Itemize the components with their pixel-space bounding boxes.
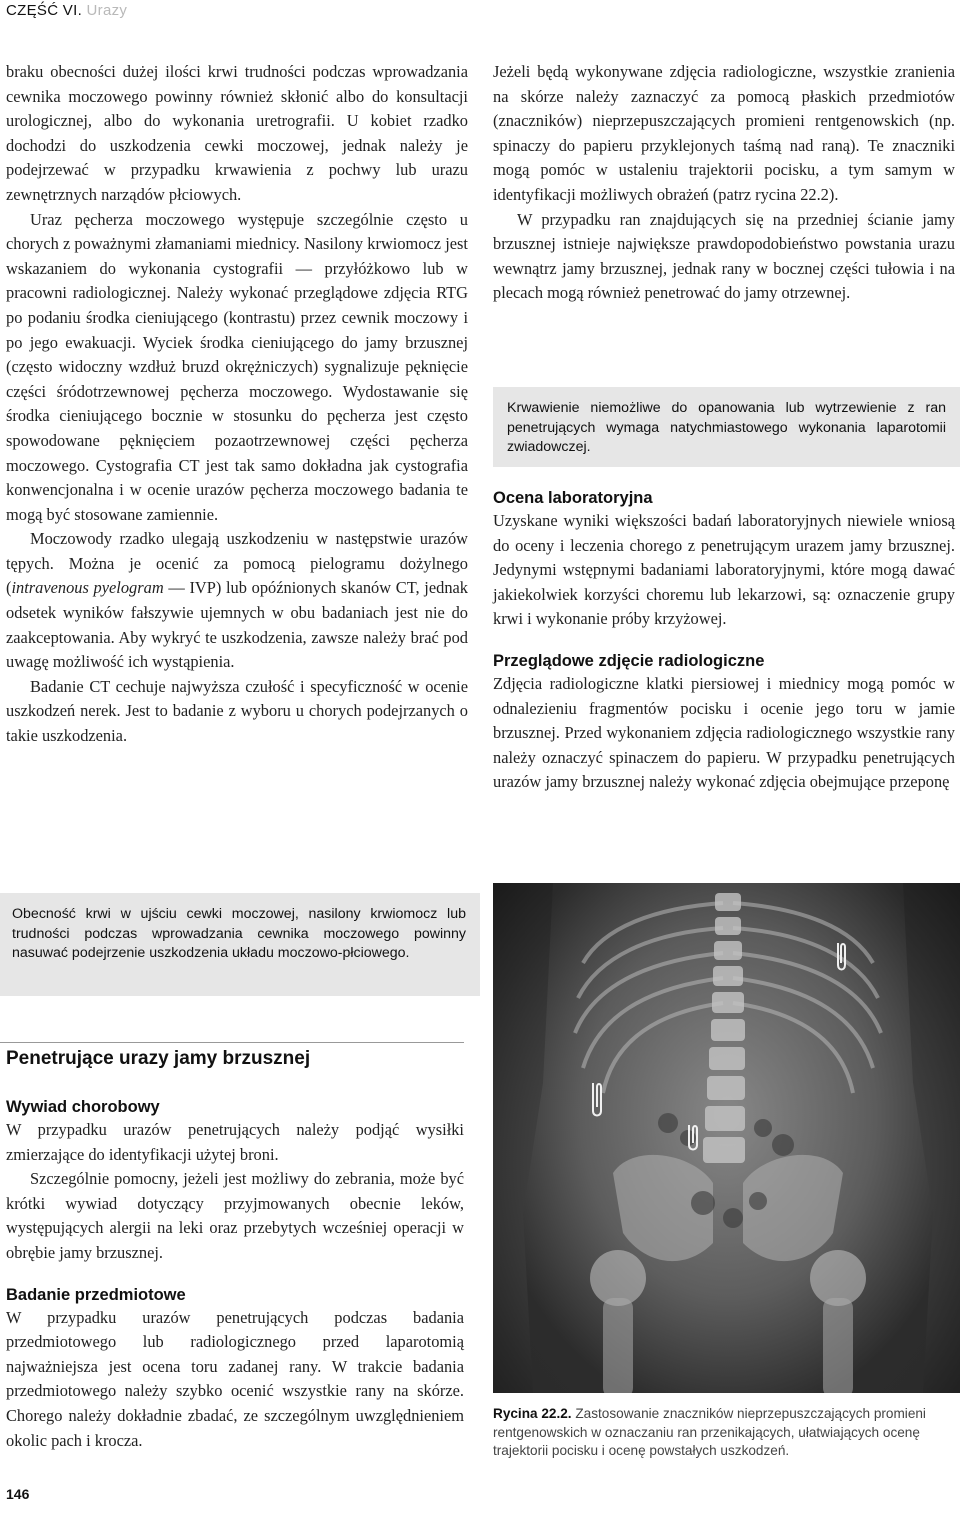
paragraph: Uraz pęcherza moczowego występuje szczególnie często u chorych z poważnymi złamaniami miednicy. Nasilony krwiomocz jest wskazaniem do wykonania cystografii — przyłóżkowo lub w pracowni radiologicznej. Należy wykonać przeglądowe zdjęcia RTG po podaniu środka cieniującego (kontrastu) przez cewnik moczowy i po jego ewakuacji. Wyciek środka cieniującego do jamy brzusznej (często widoczny wzdłuż bruzd okrężniczych) sygnalizuje pęknięcie części śródotrzewnowej pęcherza moczowego. Wydostawanie się środka cieniującego bocznie w stosunku do pęcherza jest często spowodowane pęknięciem pozaotrzewnowej części pęcherza moczowego. Cystografia CT jest tak samo dokładna jak cystografia konwencjonalna i w ocenie urazów pęcherza moczowego badania te mogą być stosowane zamiennie. xyxy=(6,209,468,524)
lab-heading: Ocena laboratoryjna xyxy=(493,489,653,507)
paragraph xyxy=(6,527,468,675)
figure-caption-text: Zastosowanie znaczników nieprzepuszczających promieni rentgenowskich w oznaczaniu ran przenikających, ułatwiających ocenę trajektorii pocisku i ocenę powstałych uszkodzeń. xyxy=(493,1406,926,1458)
radiology-heading: Przeglądowe zdjęcie radiologiczne xyxy=(493,651,765,670)
exam-heading: Badanie przedmiotowe xyxy=(6,1285,186,1304)
figure-caption xyxy=(493,1405,960,1461)
paragraph: W przypadku urazów penetrujących należy podjąć wysiłki zmierzające do identyfikacji użytej broni. xyxy=(6,1120,464,1164)
paragraph: W przypadku urazów penetrujących podczas badania przedmiotowego lub radiologicznego przed laparotomią najważniejsza jest ocena toru zadanej rany. W trakcie badania przedmiotowego należy szybko ocenić wszystkie rany na skórze. Chorego należy dokładnie zbadać, ze szczególnym uwzględnieniem okolic pach i krocza. xyxy=(6,1307,464,1450)
alert-box-laparotomy: Krwawienie niemożliwe do opanowania lub wytrzewienie z ran penetrujących wymaga natychmiastowego wykonania laparotomii zwiadowczej. xyxy=(493,387,960,467)
xray-image xyxy=(493,883,960,1393)
page-number: 146 xyxy=(6,1486,30,1502)
paragraph: Szczególnie pomocny, jeżeli jest możliwy do zebrania, może być krótki wywiad dotyczący przyjmowanych obecnie leków, występujących alergii na leki oraz przebytych wcześniej operacji w obrębie jamy brzusznej. xyxy=(6,1169,464,1262)
history-heading: Wywiad chorobowy xyxy=(6,1098,160,1116)
text-run: Moczowody rzadko ulegają uszkodzeniu w następstwie urazów tępych. Można je ocenić za pomocą pielogramu dożylnego ( xyxy=(6,529,468,598)
paragraph: Uzyskane wyniki większości badań laboratoryjnych niewiele wniosą do oceny i leczenia chorego z penetrującym urazem jamy brzusznej. Jedynymi wstępnymi badaniami laboratoryjnymi, które mogą dawać jakiekolwiek korzyści choremu lub lekarzowi, są: oznaczenie grupy krwi i wykonanie próby krzyżowej. xyxy=(493,511,955,629)
right-column-lab xyxy=(493,487,955,795)
running-head-part: CZĘŚĆ VI. xyxy=(6,2,83,19)
text-run: — IVP) lub opóźnionych skanów CT, jednak odsetek wyników fałszywie ujemnych w obu badaniach jest nie do zaakceptowania. Aby wykryć te uszkodzenia, zawsze należy brać pod uwagę możliwość ich wystąpienia. xyxy=(6,578,468,672)
paragraph: Zdjęcia radiologiczne klatki piersiowej i miednicy mogą pomóc w odnalezieniu fragmentów pocisku i ocenie jego toru w jamie brzusznej. Przed wykonaniem zdjęcia radiologicznego wszystkie rany należy oznaczyć spinaczem do papieru. W przypadku penetrujących urazów jamy brzusznej należy wykonać zdjęcia obejmujące przeponę xyxy=(493,673,955,792)
paragraph: Badanie CT cechuje najwyższa czułość i specyficzność w ocenie uszkodzeń nerek. Jest to badanie z wyboru u chorych podejrzanych o takie uszkodzenia. xyxy=(6,676,468,746)
xray-figure xyxy=(493,883,960,1393)
figure-label: Rycina 22.2. xyxy=(493,1406,572,1421)
running-head-title: Urazy xyxy=(86,2,128,19)
left-column-bottom xyxy=(6,1046,464,1453)
paragraph: braku obecności dużej ilości krwi trudności podczas wprowadzania cewnika moczowego powinny również skłonić albo do konsultacji urologicznej, albo do wykonania uretrografii. U kobiet rzadko dochodzi do uszkodzenia cewki moczowej, jednak należy je podejrzewać w przypadku krwawienia z pochwy lub urazu zewnętrznych narządów płciowych. xyxy=(6,62,468,204)
paragraph: W przypadku ran znajdujących się na przedniej ścianie jamy brzusznej istnieje największe prawdopodobieństwo powstania urazu wewnątrz jamy brzusznej, jednak rany w bocznej części tułowia i na plecach mogą również penetrować do jamy otrzewnej. xyxy=(493,209,955,303)
right-column-top xyxy=(493,60,955,306)
alert-box-urinary: Obecność krwi w ujściu cewki moczowej, nasilony krwiomocz lub trudności podczas wprowadzania cewnika moczowego powinny nasuwać podejrzenie uszkodzenia układu moczowo-płciowego. xyxy=(0,893,480,996)
italic-term: intravenous pyelogram xyxy=(11,578,164,598)
section-divider xyxy=(0,1042,464,1043)
section-title: Penetrujące urazy jamy brzusznej xyxy=(6,1048,311,1069)
paragraph: Jeżeli będą wykonywane zdjęcia radiologiczne, wszystkie zranienia na skórze należy zaznaczyć za pomocą płaskich przedmiotów (znaczników) nieprzepuszczających promieni rentgenowskich (np. spinaczy do papieru przyklejonych taśmą nad raną). Te znaczniki mogą pomóc w ustaleniu trajektorii pocisku, a tym samym w identyfikacji możliwych obrażeń (patrz rycina 22.2). xyxy=(493,62,955,204)
left-column-top xyxy=(6,60,468,749)
running-head xyxy=(6,2,127,19)
